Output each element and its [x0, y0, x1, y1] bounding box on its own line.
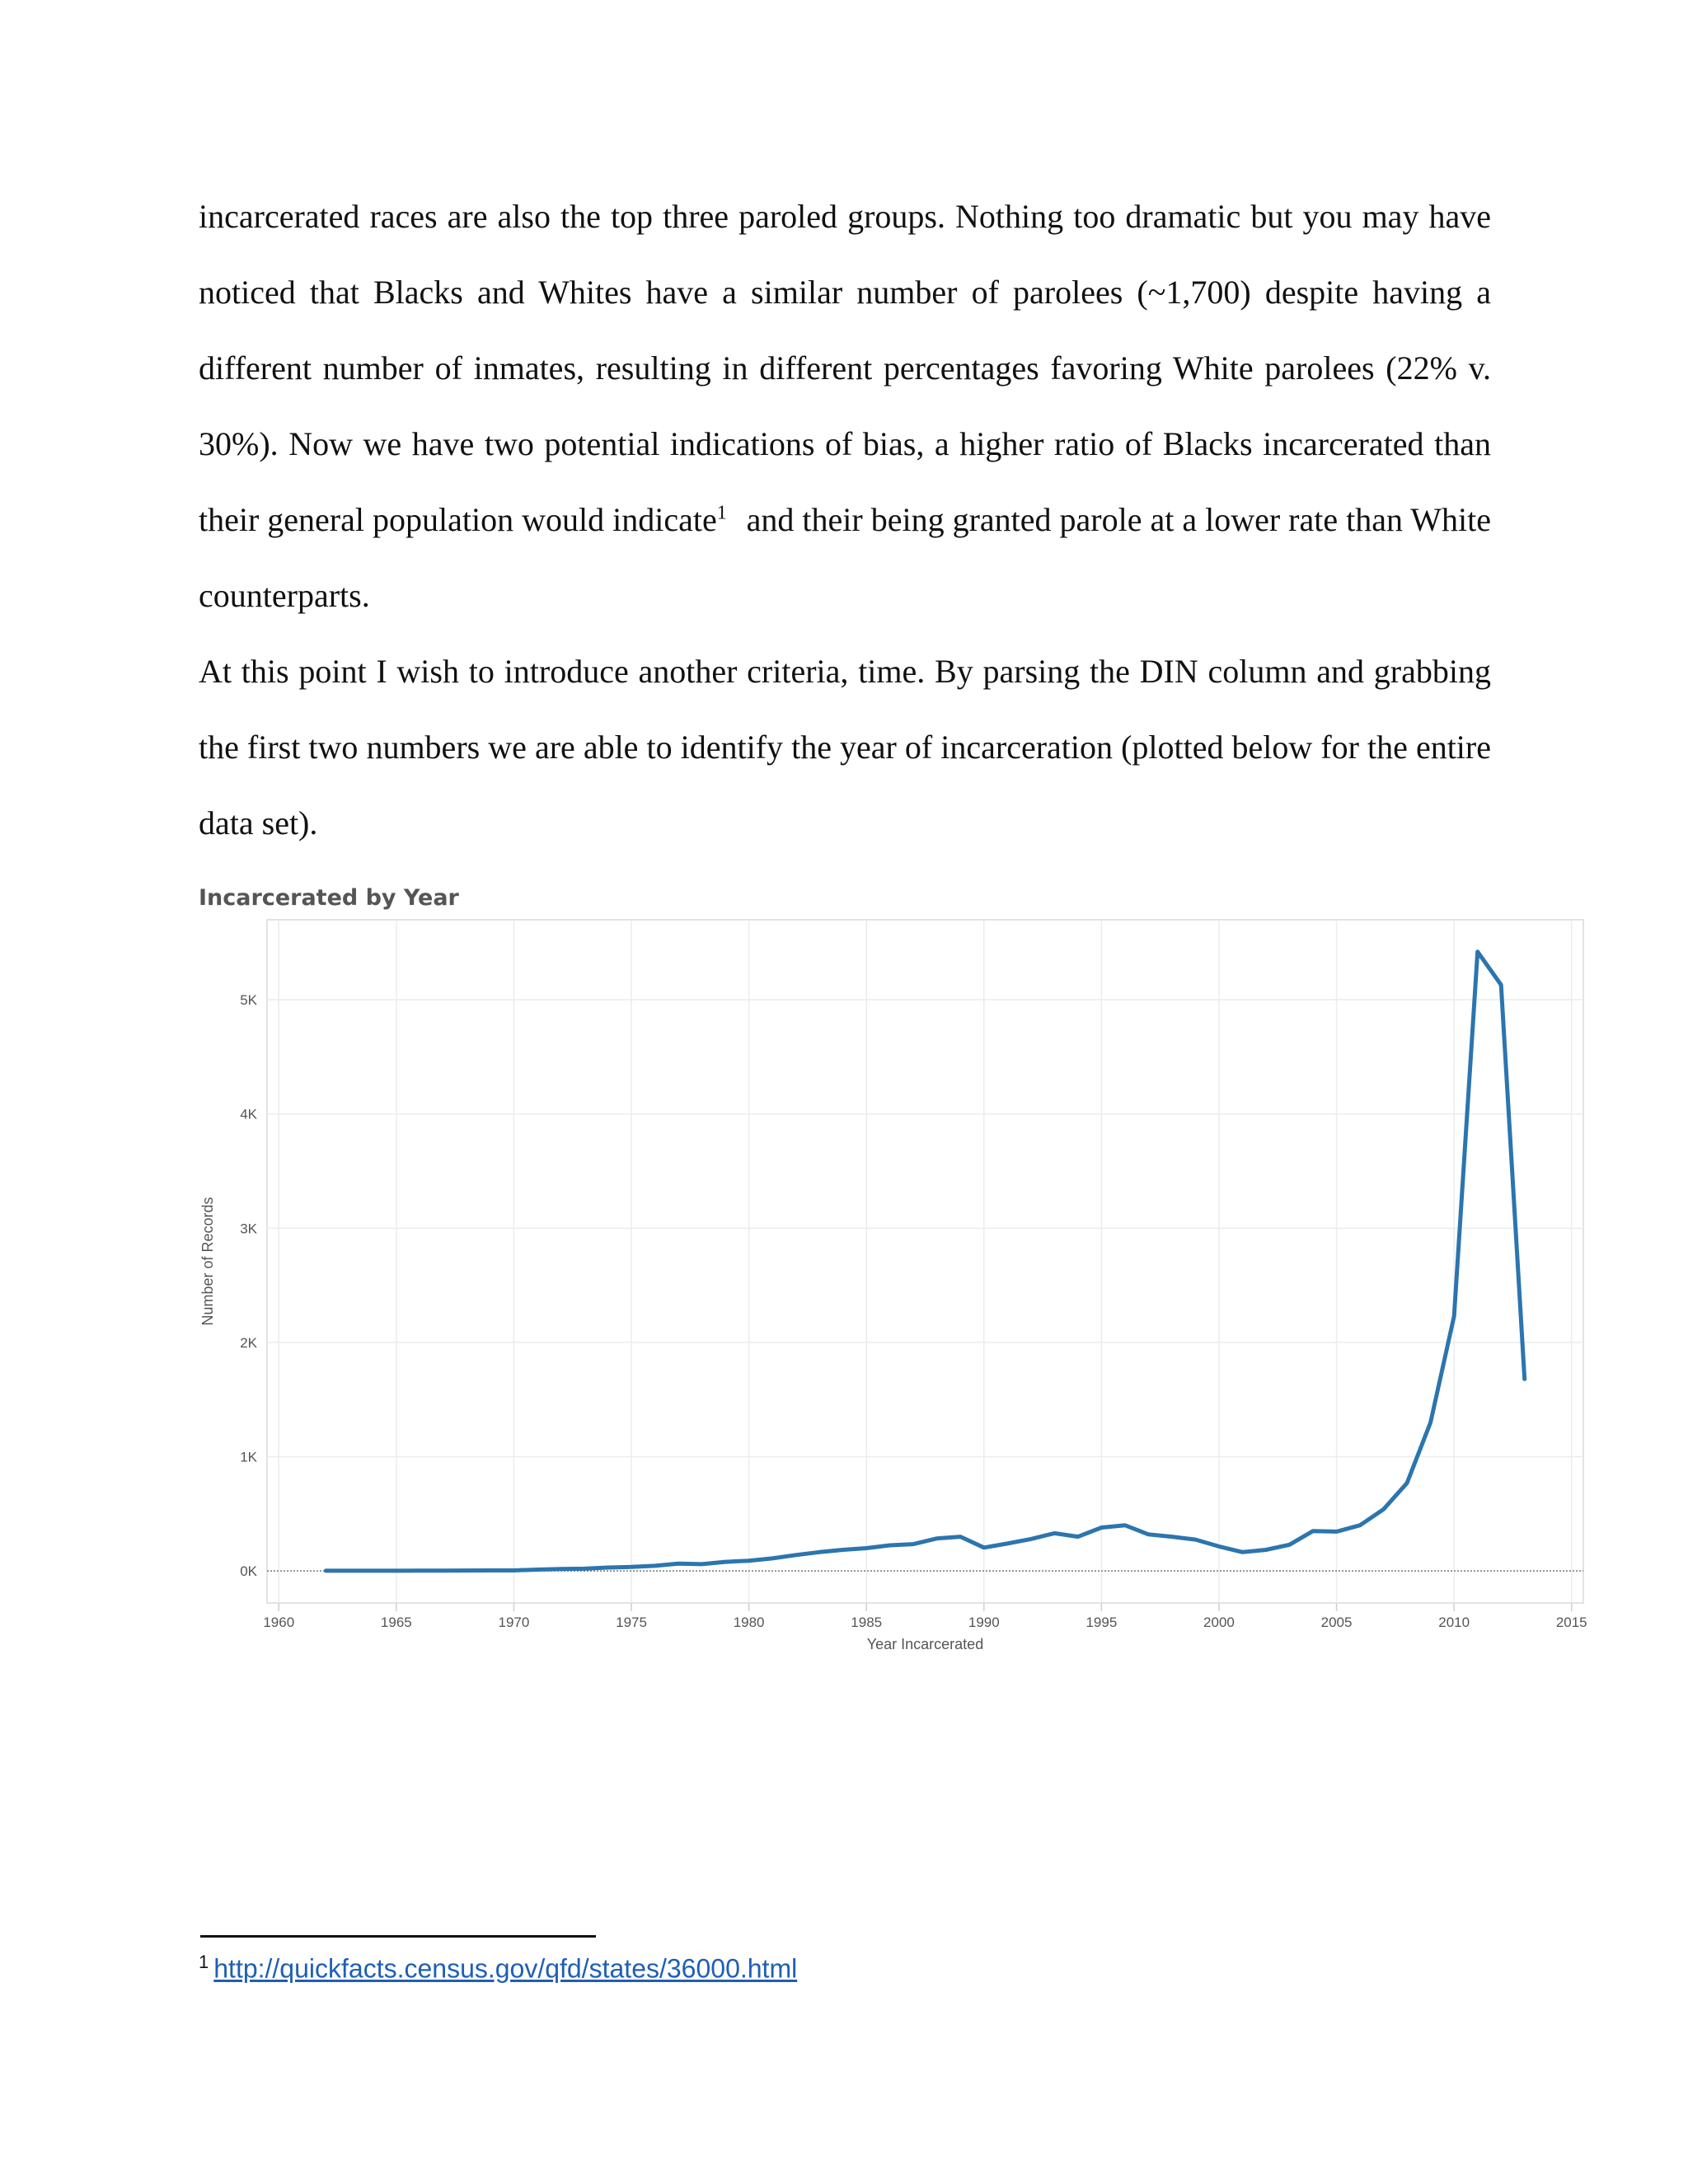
x-tick-label: 1965 [380, 1615, 412, 1630]
body-line-5-text: their general population would indicate [199, 501, 717, 538]
x-tick-label: 2005 [1320, 1615, 1353, 1630]
body-line-5-tail: and their being granted parole at a lower rate than White [746, 501, 1491, 538]
x-tick-label: 2015 [1555, 1615, 1587, 1630]
body-line-6: counterparts. [199, 577, 370, 614]
x-tick-label: 2010 [1438, 1615, 1470, 1630]
plot-area [267, 920, 1583, 1603]
body-line-1: incarcerated races are also the top three paroled groups. Nothing too dramatic but you may have [199, 198, 1491, 235]
x-tick-label: 1975 [616, 1615, 647, 1630]
body-line-3: different number of inmates, resulting in different percentages favoring White parolees (22% v. [199, 349, 1491, 387]
x-tick-label: 1960 [263, 1615, 295, 1630]
footnote-mark: 1 [199, 1952, 209, 1972]
y-tick-label: 4K [240, 1106, 257, 1122]
footnote-link[interactable]: http://quickfacts.census.gov/qfd/states/36000.html [213, 1953, 798, 1984]
x-axis-label: Year Incarcerated [866, 1636, 984, 1652]
chart-title: Incarcerated by Year [199, 885, 459, 911]
x-tick-label: 1970 [498, 1615, 530, 1630]
body-line-2: noticed that Blacks and Whites have a similar number of parolees (~1,700) despite having a [199, 274, 1491, 311]
y-tick-label: 3K [240, 1221, 257, 1237]
body-line-4: 30%). Now we have two potential indications of bias, a higher ratio of Blacks incarcerated than [199, 425, 1491, 462]
x-tick-label: 1985 [851, 1615, 883, 1630]
footnote-reference[interactable]: 1 [716, 502, 727, 524]
footnote [199, 1952, 797, 1985]
y-tick-label: 0K [240, 1563, 257, 1580]
y-tick-label: 2K [240, 1334, 257, 1351]
x-tick-label: 1980 [733, 1615, 765, 1630]
body-line-9: data set). [199, 804, 318, 841]
footnote-divider [200, 1935, 596, 1938]
y-tick-label: 1K [240, 1449, 257, 1465]
body-line-8: the first two numbers we are able to identify the year of incarceration (plotted below for the entire [199, 729, 1491, 766]
y-axis-label: Number of Records [199, 1197, 216, 1326]
x-tick-label: 2000 [1203, 1615, 1235, 1630]
y-tick-label: 5K [240, 992, 257, 1009]
x-tick-label: 1995 [1085, 1615, 1118, 1630]
body-line-7: At this point I wish to introduce another criteria, time. By parsing the DIN column and grabbing [199, 653, 1491, 690]
x-tick-label: 1990 [968, 1615, 1000, 1630]
